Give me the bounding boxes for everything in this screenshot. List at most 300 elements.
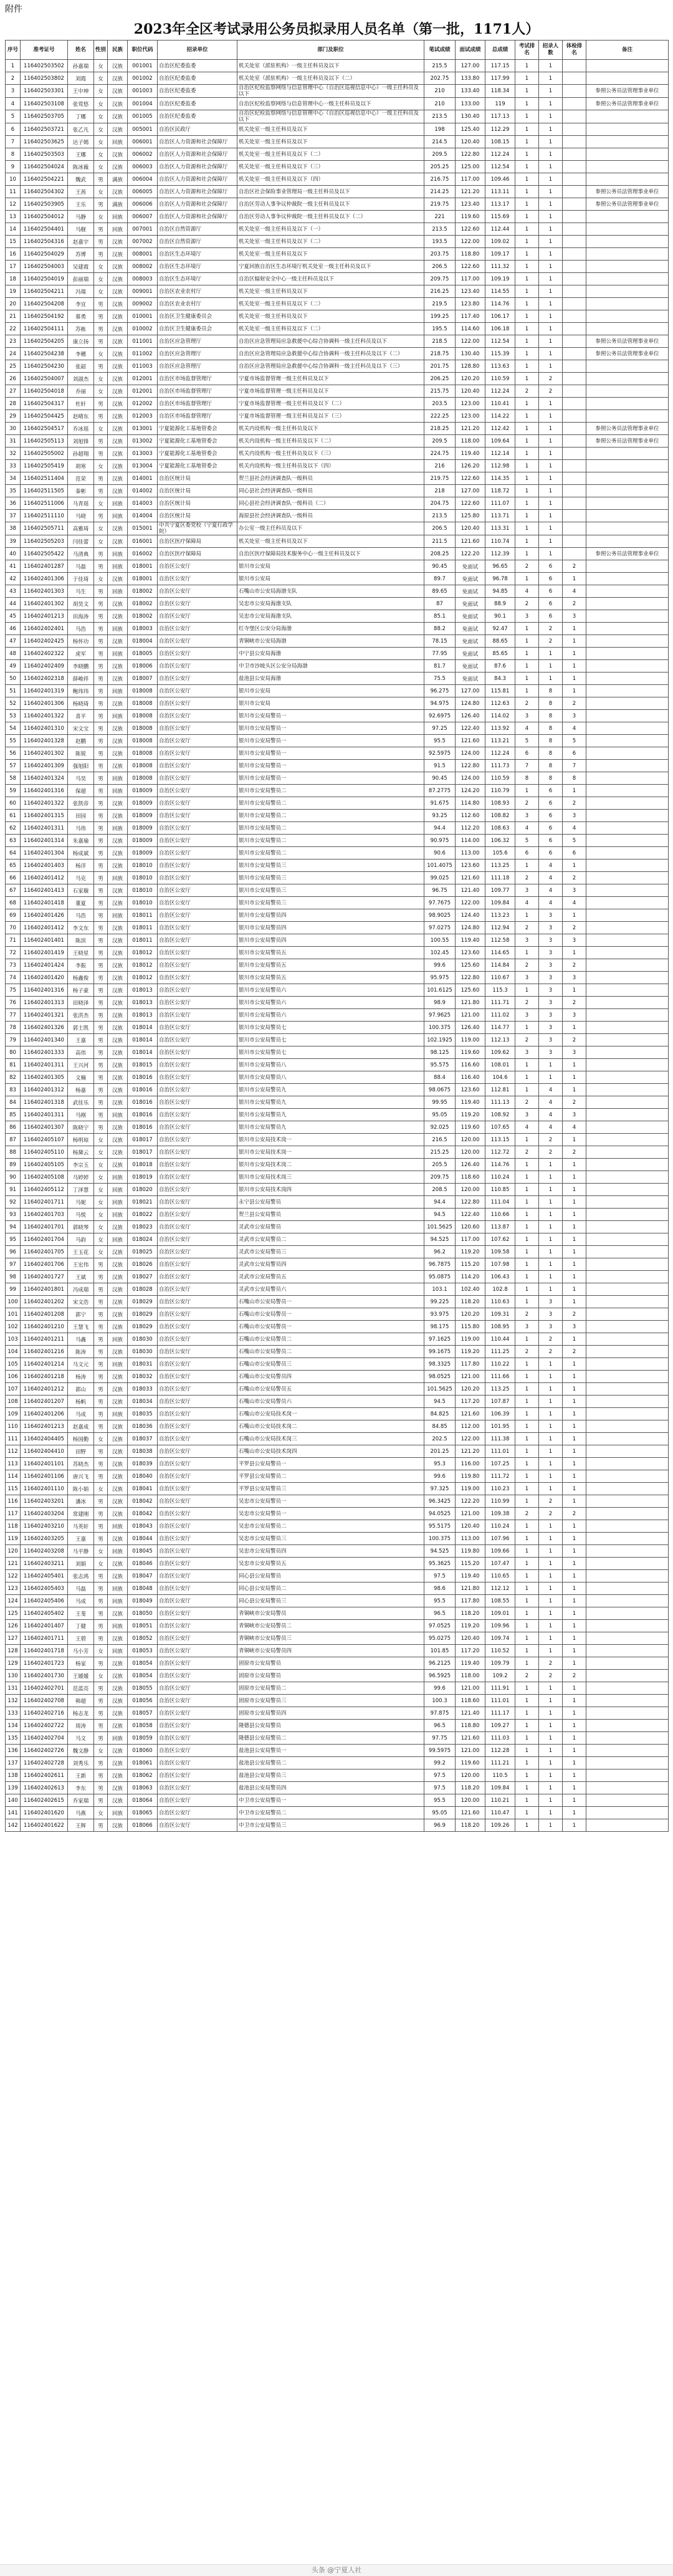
table-cell: 宁夏回族自治区生态环境厅机关处室一级主任科员及以下 [237,261,424,273]
table-cell: 88.2 [424,623,456,635]
table-cell: 自治区公安厅 [158,1171,237,1184]
table-cell: 3 [515,810,539,822]
table-cell: 1 [563,1707,586,1720]
table-cell: 1 [539,448,563,460]
table-cell: 101.85 [424,1645,456,1657]
table-cell: 汉族 [108,1121,128,1134]
table-cell: 112.54 [485,161,515,173]
table-cell: 9 [6,161,21,173]
table-cell: 018008 [128,760,158,772]
table-cell: 116402401311 [21,1109,68,1121]
table-cell: 111.17 [485,1707,515,1720]
table-cell: 018050 [128,1607,158,1620]
table-cell: 回族 [108,560,128,573]
table-cell: 119.40 [456,1096,485,1109]
table-cell: 1 [515,223,539,236]
table-row [6,735,669,747]
table-cell: 117.99 [485,72,515,85]
table-cell: 6 [563,747,586,760]
table-cell: 参照公务员法管理事业单位 [586,548,669,560]
table-cell: 2 [539,385,563,398]
table-cell: 自治区公安厅 [158,1495,237,1508]
table-cell: 自治区公安厅 [158,1109,237,1121]
table-cell: 96.7875 [424,1258,456,1271]
table-cell: 汉族 [108,573,128,585]
table-cell: 125.00 [456,161,485,173]
table-row [6,1333,669,1346]
table-cell: 汉族 [108,810,128,822]
table-cell: 008001 [128,248,158,261]
table-cell: 140 [6,1794,21,1807]
table-cell: 乔家瑞 [68,1794,94,1807]
table-cell [586,610,669,623]
table-cell: 118 [6,1520,21,1533]
table-cell: 1 [563,1757,586,1769]
table-cell: 1 [515,1371,539,1383]
table-cell: 2 [563,1034,586,1046]
table-row [6,1146,669,1159]
table-cell: 汉族 [108,1819,128,1832]
table-cell: 4 [563,1121,586,1134]
table-cell: 4 [539,1121,563,1134]
table-cell: 男 [94,1695,108,1707]
table-cell: 4 [539,1084,563,1096]
table-cell: 018014 [128,1022,158,1034]
table-cell: 自治区公安厅 [158,710,237,722]
table-cell: 机关处室一级主任科员及以下 [237,310,424,323]
table-cell: 3 [515,1009,539,1022]
table-cell: 130.40 [456,110,485,123]
table-cell: 王斌 [68,1271,94,1283]
table-cell: 89.65 [424,585,456,598]
table-cell: 90.975 [424,835,456,847]
table-cell: 自治区公安厅 [158,1046,237,1059]
table-row [6,785,669,797]
table-cell: 74 [6,972,21,984]
table-cell: 93.975 [424,1308,456,1321]
table-cell: 92.5975 [424,747,456,760]
table-cell: 114 [6,1470,21,1483]
table-cell: 1 [539,1396,563,1408]
table-cell: 自治区公安厅 [158,934,237,947]
table-cell: 2 [539,1146,563,1159]
table-cell: 银川市公安局警员二 [237,847,424,859]
table-cell: 1 [563,648,586,660]
table-cell: 117.00 [456,273,485,285]
table-cell: 215.75 [424,385,456,398]
table-cell: 54 [6,722,21,735]
table-cell: 吴忠市公安局警员二 [237,1520,424,1533]
table-row [6,472,669,485]
table-cell: 8 [539,747,563,760]
table-cell: 214.25 [424,186,456,198]
table-cell: 44 [6,598,21,610]
table-cell: 自治区公安厅 [158,1582,237,1595]
table-cell: 汉族 [108,1570,128,1582]
table-cell: 121.60 [456,1408,485,1420]
table-cell: 112.12 [485,1582,515,1595]
table-cell [586,1570,669,1582]
table-cell: 103 [6,1333,21,1346]
table-cell: 4 [563,822,586,835]
table-cell: 116402401326 [21,1022,68,1034]
table-cell: 107.87 [485,1396,515,1408]
table-cell: 107.96 [485,1533,515,1545]
table-cell [563,261,586,273]
table-cell [563,248,586,261]
table-cell: 1 [515,236,539,248]
table-cell: 116402401322 [21,710,68,722]
table-cell: 17 [6,261,21,273]
table-cell: 固原市公安局警员二 [237,1682,424,1695]
table-cell: 1 [563,1184,586,1196]
table-cell: 男 [94,1308,108,1321]
table-cell: 018051 [128,1620,158,1632]
table-cell: 113.63 [485,360,515,373]
table-cell: 杨怀功 [68,635,94,648]
table-cell: 王中坤 [68,85,94,98]
table-cell [586,1221,669,1233]
table-cell: 121 [6,1558,21,1570]
table-cell [586,1246,669,1258]
table-cell: 1 [539,1582,563,1595]
table-cell: 122.80 [456,972,485,984]
table-cell: 82 [6,1071,21,1084]
table-cell: 自治区市场监督管理厅 [158,410,237,423]
table-cell: 1 [515,1607,539,1620]
table-cell: 85.65 [485,648,515,660]
table-cell: 女 [94,72,108,85]
table-cell: 001003 [128,85,158,98]
table-cell: 2 [515,922,539,934]
table-cell: 男 [94,198,108,211]
table-row [6,1445,669,1458]
table-cell: 109.17 [485,248,515,261]
table-cell: 116402401316 [21,785,68,797]
table-cell [563,385,586,398]
table-cell: 99.225 [424,1296,456,1308]
table-cell: 1 [563,1196,586,1209]
table-cell: 2 [515,997,539,1009]
table-cell: 女 [94,1159,108,1171]
table-cell: 102.40 [456,1283,485,1296]
table-cell: 31 [6,435,21,448]
table-cell: 1 [515,161,539,173]
table-cell: 1 [563,1396,586,1408]
table-cell: 机关处室一级主任科员及以下（一） [237,223,424,236]
table-cell: 111.18 [485,872,515,884]
table-row [6,236,669,248]
table-cell: 55 [6,735,21,747]
table-cell: 汉族 [108,635,128,648]
table-cell: 018045 [128,1545,158,1558]
table-cell: 自治区公安厅 [158,735,237,747]
table-cell: 94 [6,1221,21,1233]
table-cell: 男 [94,1533,108,1545]
table-cell: 1 [563,573,586,585]
table-cell: 男 [94,1271,108,1283]
table-cell: 116402404410 [21,1445,68,1458]
table-cell: 116402401206 [21,1408,68,1420]
table-cell: 汉族 [108,1720,128,1732]
table-cell: 中卫市沙坡头区公安分局海渤 [237,660,424,673]
table-cell: 117.00 [456,173,485,186]
table-cell: 116402405403 [21,1582,68,1595]
table-cell: 123.00 [456,398,485,410]
table-cell: 209.75 [424,1171,456,1184]
table-cell: 男 [94,660,108,673]
table-cell: 96.5925 [424,1670,456,1682]
table-cell: 30 [6,423,21,435]
table-cell: 116402401322 [21,797,68,810]
table-cell: 汉族 [108,98,128,110]
table-cell: 郭晓琴 [68,1221,94,1233]
table-cell: 3 [515,1046,539,1059]
table-cell: 201.75 [424,360,456,373]
table-cell: 113 [6,1458,21,1470]
table-cell: 女 [94,535,108,548]
table-cell: 汉族 [108,884,128,897]
table-cell: 3 [515,610,539,623]
table-cell: 1 [539,1595,563,1607]
table-cell: 116402401306 [21,697,68,710]
table-row [6,1046,669,1059]
table-cell: 116402401413 [21,884,68,897]
table-cell: 018016 [128,1071,158,1084]
table-cell: 银川市公安局 [237,685,424,697]
table-cell [563,522,586,535]
table-cell: 自治区公安厅 [158,1034,237,1046]
table-row [6,148,669,161]
table-cell: 65 [6,859,21,872]
table-cell: 018020 [128,1184,158,1196]
table-cell: 回族 [108,822,128,835]
table-cell: 116402401420 [21,972,68,984]
table-cell: 116402503503 [21,148,68,161]
table-cell: 115.3 [485,984,515,997]
table-cell: 自治区人力资源和社会保障厅 [158,136,237,148]
table-cell: 1 [515,859,539,872]
table-cell: 男 [94,410,108,423]
table-cell: 116402503301 [21,85,68,98]
table-cell: 77.95 [424,648,456,660]
table-cell: 银川市公安局警员一 [237,722,424,735]
table-cell [586,984,669,997]
table-cell: 汉族 [108,1246,128,1258]
table-cell: 118.20 [456,1819,485,1832]
table-cell: 1 [515,186,539,198]
table-cell: 银川市公安局警员二 [237,785,424,797]
table-cell: 102 [6,1321,21,1333]
table-cell: 89 [6,1159,21,1171]
table-cell: 自治区公安厅 [158,1084,237,1096]
table-cell [563,198,586,211]
table-cell: 马婷婷 [68,1171,94,1184]
table-cell: 014001 [128,472,158,485]
table-cell: 97.75 [424,1732,456,1745]
table-cell: 113.31 [485,522,515,535]
table-cell: 018043 [128,1520,158,1533]
table-cell: 8 [563,772,586,785]
table-cell: 018023 [128,1221,158,1233]
table-cell: 142 [6,1819,21,1832]
table-cell: 2 [563,598,586,610]
table-cell: 灵武市公安局警员五 [237,1271,424,1283]
table-cell: 汉族 [108,310,128,323]
table-cell: 1 [563,1483,586,1495]
table-cell: 114.60 [456,323,485,335]
table-cell: 110.79 [485,785,515,797]
table-cell: 62 [6,822,21,835]
table-cell: 116402401711 [21,1196,68,1209]
table-cell [586,248,669,261]
table-cell: 111.38 [485,1433,515,1445]
table-cell: 018016 [128,1109,158,1121]
table-cell: 1 [539,1745,563,1757]
table-cell: 闫佳蕾 [68,535,94,548]
table-cell: 汉族 [108,1458,128,1470]
table-cell: 女 [94,1745,108,1757]
table-cell: 中卫市公安局警员二 [237,1807,424,1819]
table-cell: 114.02 [485,710,515,722]
table-cell: 113.23 [485,909,515,922]
table-cell: 1 [539,136,563,148]
table-cell: 自治区劳动人事争议仲裁院一级主任科员及以下 [237,198,424,211]
table-cell: 银川市公安局警员三 [237,872,424,884]
table-cell: 110.74 [485,535,515,548]
table-cell: 汉族 [108,1221,128,1233]
table-cell: 汉族 [108,1769,128,1782]
table-cell: 1 [539,1358,563,1371]
table-cell [586,1508,669,1520]
table-cell: 男 [94,1819,108,1832]
table-cell: 于佳琦 [68,573,94,585]
table-cell: 1 [515,373,539,385]
table-cell: 盐池县公安局警员三 [237,1769,424,1782]
table-cell: 1 [539,348,563,360]
table-cell: 自治区公安厅 [158,997,237,1009]
table-row [6,635,669,648]
table-cell: 3 [563,610,586,623]
table-cell: 97.1625 [424,1333,456,1346]
table-cell: 汉族 [108,1495,128,1508]
table-cell: 117.15 [485,60,515,72]
table-cell [586,1034,669,1046]
table-cell: 131 [6,1682,21,1695]
table-cell [586,373,669,385]
table-row [6,385,669,398]
table-cell: 银川市公安局警员八 [237,1059,424,1071]
table-cell: 马舰 [68,223,94,236]
table-cell: 120.60 [456,1221,485,1233]
table-cell: 银川市公安局警员九 [237,1096,424,1109]
table-cell: 3 [563,972,586,984]
table-cell: 122.20 [456,548,485,560]
table-cell: 银川市公安局警员五 [237,959,424,972]
table-cell: 116402401309 [21,760,68,772]
table-cell: 41 [6,560,21,573]
table-cell: 116402405112 [21,1184,68,1196]
table-cell: 自治区生态环境厅 [158,261,237,273]
table-cell: 宁夏市场监督管理一级主任科员及以下（二） [237,398,424,410]
table-cell: 男 [94,560,108,573]
table-cell: 124 [6,1595,21,1607]
table-cell: 2 [539,1508,563,1520]
table-cell: 116402404405 [21,1433,68,1445]
table-cell: 116402401305 [21,1071,68,1084]
table-cell: 112.14 [485,448,515,460]
table-cell: 1 [563,1520,586,1533]
table-cell: 100.375 [424,1022,456,1034]
table-cell: 012002 [128,398,158,410]
table-cell: 1 [515,1059,539,1071]
table-cell: 田园 [68,810,94,822]
table-cell: 银川市公安局警员九 [237,1084,424,1096]
table-cell: 男 [94,360,108,373]
table-cell: 回族 [108,872,128,884]
table-cell: 隆德县公安局警员 [237,1720,424,1732]
table-cell: 男 [94,1258,108,1271]
table-cell: 固原市公安局警员 [237,1670,424,1682]
table-cell: 男 [94,1794,108,1807]
table-cell: 自治区公安厅 [158,1782,237,1794]
table-cell: 自治区市场监督管理厅 [158,398,237,410]
table-cell: 6 [563,847,586,859]
table-cell: 自治区公安厅 [158,648,237,660]
table-cell: 98.9 [424,997,456,1009]
table-cell: 张凯帝 [68,797,94,810]
table-cell: 自治区人力资源和社会保障厅 [158,186,237,198]
table-cell [586,1022,669,1034]
table-cell: 自治区公安厅 [158,1757,237,1769]
table-cell: 107.47 [485,1558,515,1570]
table-cell: 110.47 [485,1807,515,1819]
table-cell: 汉族 [108,1346,128,1358]
table-cell: 109.74 [485,1632,515,1645]
table-cell: 108.15 [485,136,515,148]
table-cell: 自治区公安厅 [158,822,237,835]
table-cell: 018009 [128,785,158,797]
table-cell: 1 [563,685,586,697]
table-cell: 216.75 [424,173,456,186]
table-cell [563,497,586,510]
table-cell: 122.00 [456,236,485,248]
table-cell: 汉族 [108,323,128,335]
table-cell: 汉族 [108,1258,128,1271]
table-cell: 马成 [68,1408,94,1420]
table-cell: 银川市公安局警员七 [237,1034,424,1046]
table-cell: 男 [94,1321,108,1333]
table-cell: 2 [539,623,563,635]
table-cell: 7 [515,760,539,772]
table-cell: 119.60 [456,1757,485,1769]
table-cell: 95.0875 [424,1271,456,1283]
table-cell: 2 [515,598,539,610]
table-cell: 018030 [128,1333,158,1346]
table-cell: 1 [539,485,563,497]
table-cell: 115.20 [456,1558,485,1570]
table-cell: 203.75 [424,248,456,261]
table-cell: 6 [539,598,563,610]
table-cell: 1 [515,1582,539,1595]
table-cell: 自治区公安厅 [158,872,237,884]
table-cell: 213.5 [424,223,456,236]
table-cell: 1 [539,1221,563,1233]
table-cell: 110.22 [485,1358,515,1371]
table-cell: 汉族 [108,273,128,285]
table-cell: 机关处室（派驻机构）一级主任科员及以下 [237,60,424,72]
table-cell: 1 [515,1682,539,1695]
